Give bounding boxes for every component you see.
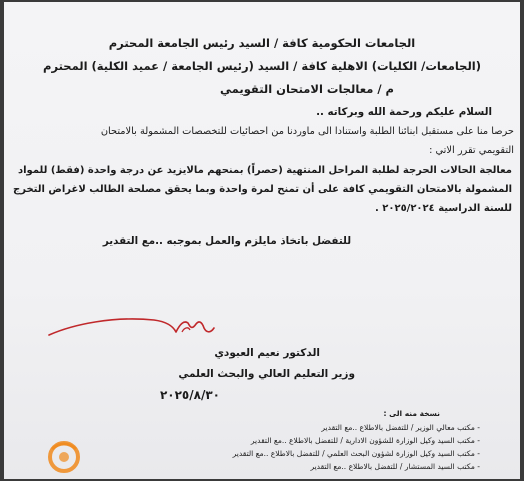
copy-item: - مكتب السيد وكيل الوزارة لشؤون البحث العلمي / للتفضل بالاطلاع ..مع التقدير: [233, 449, 480, 458]
subject-line: م / معالجات الامتحان التقويمي: [220, 82, 394, 96]
watermark-logo-icon: [44, 437, 84, 477]
addressee-line-2: (الجامعات/ الكليات) الاهلية كافة / السيد (رئيس الجامعة / عميد الكلية) المحترم: [43, 59, 481, 73]
signature-date: ٢٠٢٥/٨/٣٠: [159, 388, 220, 402]
signatory-name: الدكتور نعيم العبودي: [214, 347, 320, 359]
greeting: السلام عليكم ورحمة الله وبركاته ..: [316, 106, 492, 118]
decision-line-3: للسنة الدراسية ٢٠٢٥/٢٠٢٤ .: [374, 203, 512, 214]
intro-line-2: التقويمي تقرر الاتي :: [429, 145, 514, 156]
document-page: [4, 2, 520, 479]
closing-line: للتفضل باتخاذ مايلزم والعمل بموجبه ..مع التقدير: [102, 235, 352, 247]
addressee-line-1: الجامعات الحكومية كافة / السيد رئيس الجامعة المحترم: [108, 36, 416, 50]
signatory-title: وزير التعليم العالي والبحث العلمي: [178, 368, 355, 380]
copy-item: - مكتب السيد المستشار / للتفضل بالاطلاع ..مع التقدير: [310, 462, 480, 471]
decision-line-2: المشمولة بالامتحان التقويمي كافة على أن تمنح لمرة واحدة وبما يحقق مصلحة الطالب لاغراض التخرج: [13, 184, 512, 195]
copies-heading: نسخة منه الى :: [383, 409, 440, 418]
intro-line-1: حرصا منا على مستقبل ابنائنا الطلبة واستنادا الى ماوردنا من احصائيات للتخصصات المشمولة بالامتحان: [100, 126, 514, 137]
copy-item: - مكتب معالي الوزير / للتفضل بالاطلاع ..مع التقدير: [321, 423, 480, 432]
copy-item: - مكتب السيد وكيل الوزارة للشؤون الادارية / للتفضل بالاطلاع ..مع التقدير: [251, 436, 480, 445]
decision-line-1: معالجة الحالات الحرجة لطلبة المراحل المنتهية (حصراً) بمنحهم مالايزيد عن درجة واحدة (فقط) للمواد: [17, 165, 512, 176]
